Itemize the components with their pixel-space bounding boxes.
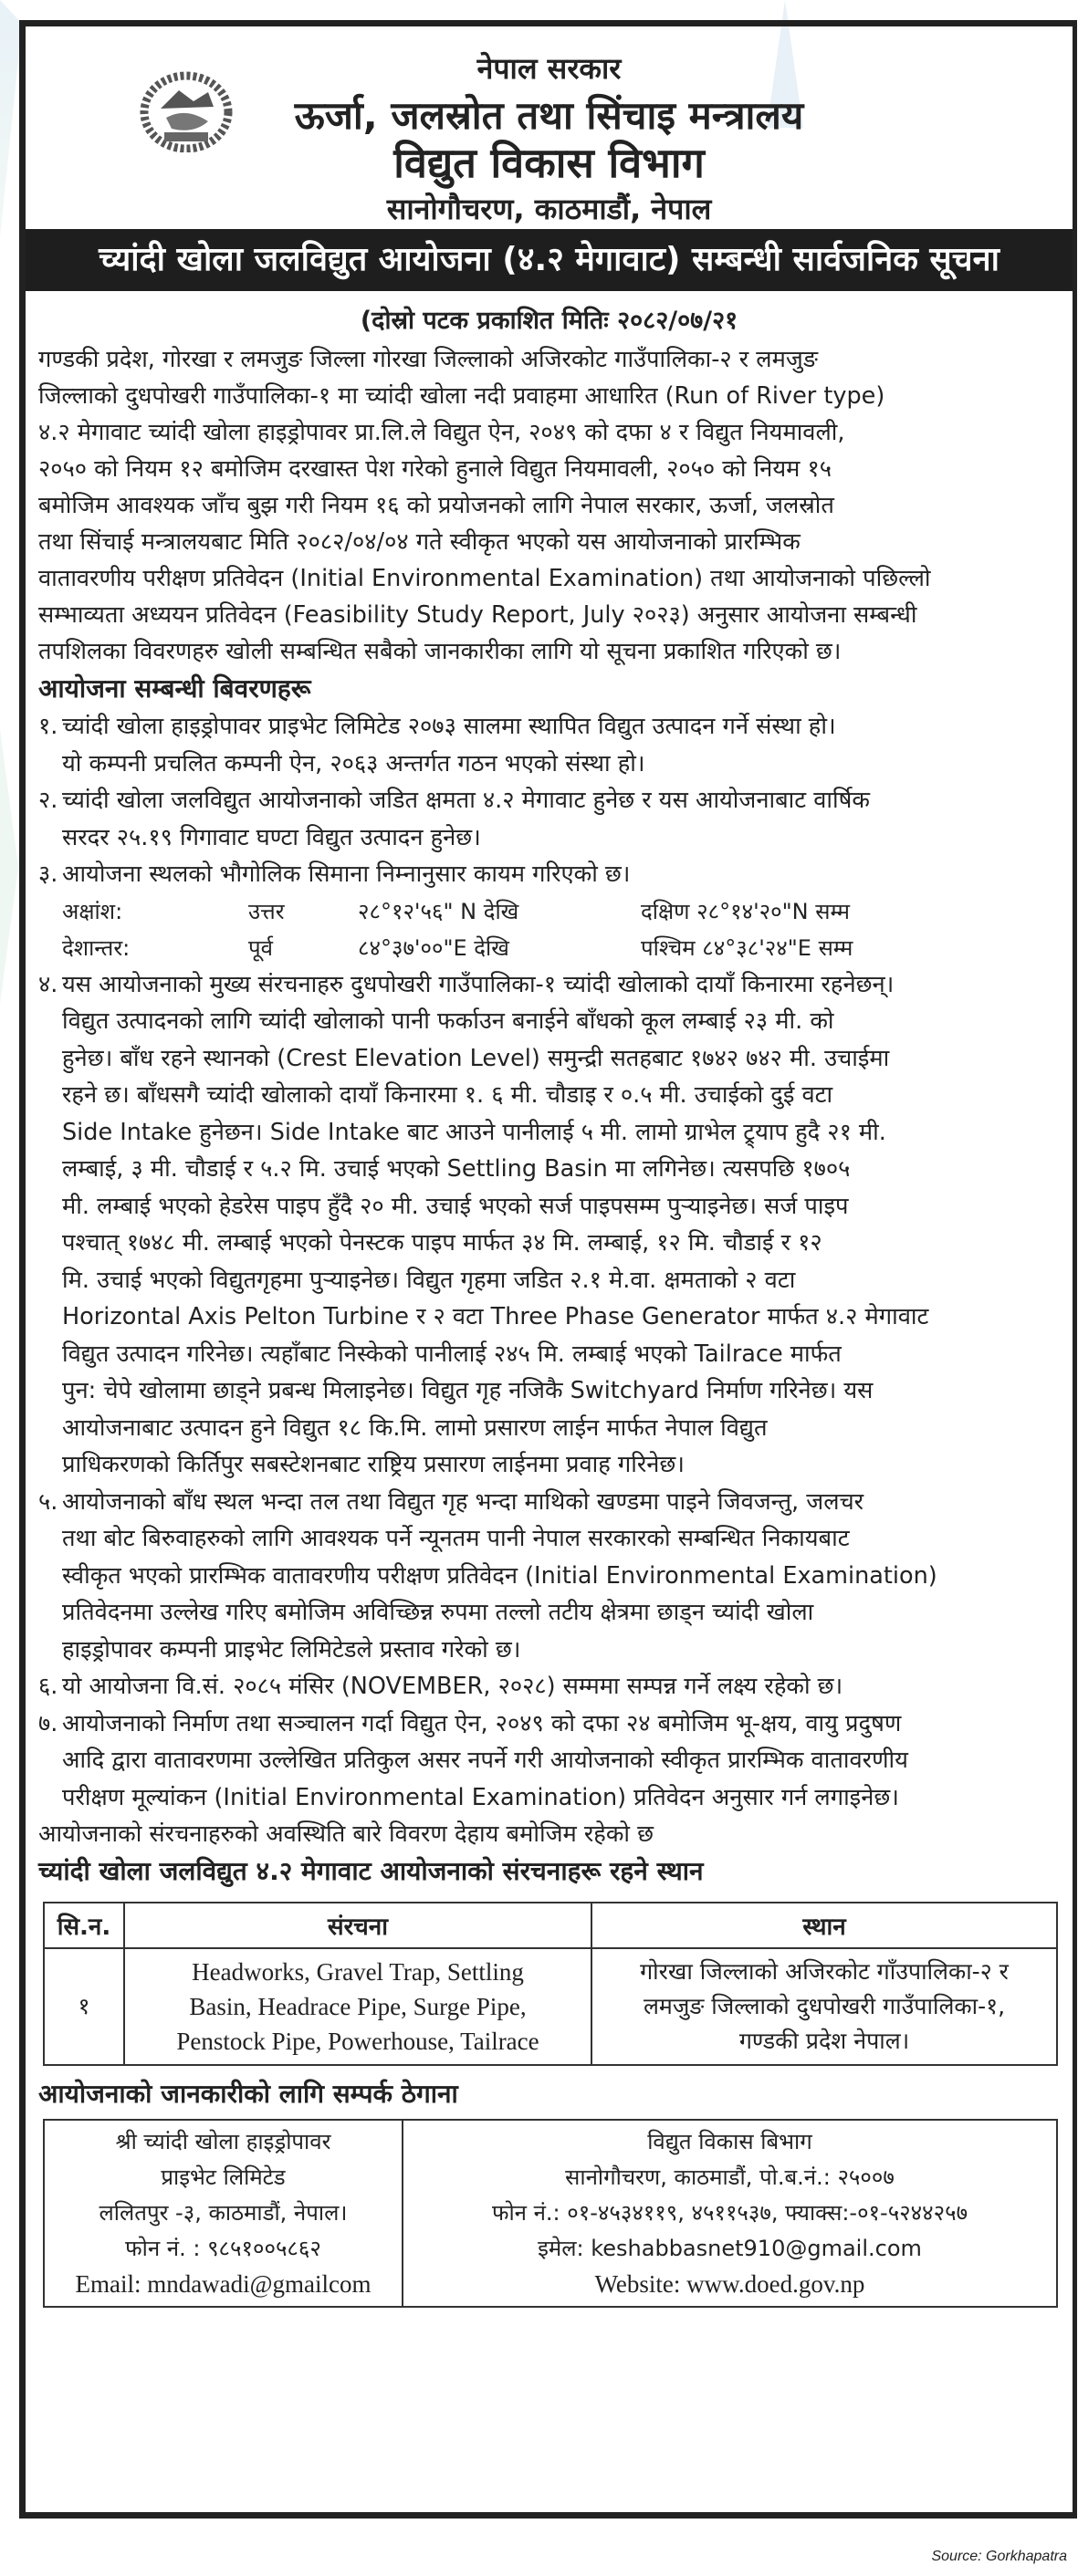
notice-header <box>26 26 1073 229</box>
longitude-from: ८४°३७'००"E देखि <box>358 934 509 961</box>
cell-structure: Headworks, Gravel Trap, Settling Basin, Headrace Pipe, Surge Pipe, Penstock Pipe, Powerhouse, Tailrace <box>124 1948 591 2065</box>
latitude-label: अक्षांश: <box>62 898 123 924</box>
ministry-name: ऊर्जा, जलस्रोत तथा सिंचाइ मन्त्रालय <box>294 93 804 138</box>
structures-table <box>43 1902 1058 2066</box>
intro-paragraph: गण्डकी प्रदेश, गोरखा र लमजुङ जिल्ला गोरखा जिल्लाको अजिरकोट गाउँपालिका-२ र लमजुङ जिल्लाको दुधपोखरी गाउँपालिका-१ मा च्यांदी खोला नदी प्रवाहमा आधारित (Run of River type) ४.२ मेगावाट च्यांदी खोला हाइड्रोपावर प्रा.लि.ले विद्युत ऐन, २०४९ को दफा ४ र विद्युत नियमावली, २०५० को नियम १२ बमोजिम दरखास्त पेश गरेको हुनाले विद्युत नियमावली, २०५० को नियम १५ बमोजिम आवश्यक जाँच बुझ गरी नियम १६ को प्रयोजनको लागि नेपाल सरकार, ऊर्जा, जलस्रोत तथा सिंचाई मन्त्रालयबाट मिति २०८२/०४/०४ गते स्वीकृत भएको यस आयोजनाको प्रारम्भिक वातावरणीय परीक्षण प्रतिवेदन (Initial Environmental Examination) तथा आयोजनाको पछिल्लो सम्भाव्यता अध्ययन प्रतिवेदन (Feasibility Study Report, July २०२३) अनुसार आयोजना सम्बन्धी तपशिलका विवरणहरु खोली सम्बन्धित सबैको जानकारीका लागि यो सूचना प्रकाशित गरिएको छ। <box>38 346 931 665</box>
government-name: नेपाल सरकार <box>476 51 622 86</box>
list-item: ५. आयोजनाको बाँध स्थल भन्दा तल तथा विद्युत गृह भन्दा माथिको खण्डमा पाइने जिवजन्तु, जलचर तथा बोट बिरुवाहरुको लागि आवश्यक पर्ने न्यूनतम पानी नेपाल सरकारको सम्बन्धित निकायबाट स्वीकृत भएको प्रारम्भिक वातावरणीय परीक्षण प्रतिवेदन (Initial Environmental Examination) प्रतिवेदनमा उल्लेख गरिए बमोजिम अविच्छिन्न रुपमा तल्लो तटीय क्षेत्रमा छाड्न च्यांदी खोला हाइड्रोपावर कम्पनी प्राइभेट लिमिटेडले प्रस्ताव गरेको छ। <box>38 1487 937 1663</box>
longitude-from-direction: पूर्व <box>248 934 273 961</box>
source-credit: Source: Gorkhapatra <box>931 2549 1067 2564</box>
contact-table <box>43 2119 1058 2308</box>
structures-heading: च्यांदी खोला जलविद्युत ४.२ मेगावाट आयोजनाको संरचनाहरू रहने स्थान <box>38 1856 704 1886</box>
department-name: विद्युत विकास विभाग <box>393 139 705 187</box>
company-email-link[interactable]: Email: mndawadi@gmailcom <box>75 2270 372 2298</box>
notice-body <box>26 291 1073 2308</box>
cell-sn: १ <box>44 1948 124 2065</box>
column-header-sn: सि.न. <box>44 1903 124 1948</box>
latitude-to: दक्षिण २८°१४'२०"N सम्म <box>641 898 850 924</box>
coordinates-grid <box>38 893 1060 966</box>
table-row <box>44 1948 1057 2065</box>
column-header-location: स्थान <box>591 1903 1057 1948</box>
watermark-shape <box>0 730 18 1004</box>
department-contact: विद्युत विकास बिभाग सानोगौचरण, काठमाडौं, पो.ब.नं.: २५००७ फोन नं.: ०१-४५३४११९, ४५११५३७, फ्याक्स:-०१-५२४४२५७ इमेल: keshabbasnet910@gmail.com Website: www.doed.gov.np <box>403 2120 1057 2307</box>
publication-date: (दोस्रो पटक प्रकाशित मितिः २०८२/०७/२१ <box>360 307 738 335</box>
company-contact: श्री च्यांदी खोला हाइड्रोपावर प्राइभेट लिमिटेड ललितपुर -३, काठमाडौं, नेपाल। फोन नं. : ९८५१००५८६२ Email: mndawadi@gmailcom <box>44 2120 403 2307</box>
column-header-structure: संरचना <box>124 1903 591 1948</box>
latitude-from-direction: उत्तर <box>248 898 285 924</box>
list-item: ३. आयोजना स्थलको भौगोलिक सिमाना निम्नानुसार कायम गरिएको छ। <box>38 860 631 888</box>
structures-intro: आयोजनाको संरचनाहरुको अवस्थिति बारे विवरण देहाय बमोजिम रहेको छ <box>38 1820 654 1848</box>
list-item: ४. यस आयोजनाको मुख्य संरचनाहरु दुधपोखरी गाउँपालिका-१ च्यांदी खोलाको दायाँ किनारमा रहनेछन्। विद्युत उत्पादनको लागि च्यांदी खोलाको पानी फर्काउन बनाईने बाँधको कूल लम्बाई २३ मी. को हुनेछ। बाँध रहने स्थानको (Crest Elevation Level) समुन्द्री सतहबाट १७४२ ७४२ मी. उचाईमा रहने छ। बाँधसगै च्यांदी खोलाको दायाँ किनारमा १. ६ मी. चौडाइ र ०.५ मी. उचाईको दुई वटा Side Intake हुनेछन। Side Intake बाट आउने पानीलाई ५ मी. लामो ग्राभेल ट्र्याप हुदै २१ मी. लम्बाई, ३ मी. चौडाई र ५.२ मि. उचाई भएको Settling Basin मा लगिनेछ। त्यसपछि १७०५ मी. लम्बाई भएको हेडरेस पाइप हुँदै २० मी. उचाई भएको सर्ज पाइपसम्म पुर्‍याइनेछ। सर्ज पाइप पश्चात् १७४८ मी. लम्बाई भएको पेनस्टक पाइप मार्फत ३४ मि. लम्बाई, १२ मि. चौडाई र १२ मि. उचाई भएको विद्युतगृहमा पुर्‍याइनेछ। विद्युत गृहमा जडित २.१ मे.वा. क्षमताको २ वटा Horizontal Axis Pelton Turbine र २ वटा Three Phase Generator मार्फत ४.२ मेगावाट विद्युत उत्पादन गरिनेछ। त्यहाँबाट निस्केको पानीलाई २४५ मि. लम्बाई भएको Tailrace मार्फत पुन: चेपे खोलामा छाड्ने प्रबन्ध मिलाइनेछ। विद्युत गृह नजिकै Switchyard निर्माण गरिनेछ। यस आयोजनाबाट उत्पादन हुने विद्युत १८ कि.मि. लामो प्रसारण लाईन मार्फत नेपाल विद्युत प्राधिकरणको किर्तिपुर सबस्टेशनबाट राष्ट्रिय प्रसारण लाईनमा प्रवाह गरिनेछ। <box>38 970 929 1478</box>
list-item: १. च्यांदी खोला हाइड्रोपावर प्राइभेट लिमिटेड २०७३ सालमा स्थापित विद्युत उत्पादन गर्ने संस्था हो। यो कम्पनी प्रचलित कम्पनी ऐन, २०६३ अन्तर्गत गठन भएको संस्था हो। <box>38 713 836 777</box>
department-email-link[interactable]: इमेल: keshabbasnet910@gmail.com <box>538 2236 922 2261</box>
department-website-link[interactable]: Website: www.doed.gov.np <box>594 2270 865 2298</box>
latitude-from: २८°१२'५६" N देखि <box>358 898 519 924</box>
contact-heading: आयोजनाको जानकारीको लागि सम्पर्क ठेगाना <box>38 2079 458 2109</box>
notice-frame <box>19 20 1077 2519</box>
cell-location: गोरखा जिल्लाको अजिरकोट गाँउपालिका-२ र लमजुङ जिल्लाको दुधपोखरी गाउँपालिका-१, गण्डकी प्रदेश नेपाल। <box>591 1948 1057 2065</box>
notice-title: च्यांदी खोला जलविद्युत आयोजना (४.२ मेगावाट) सम्बन्धी सार्वजनिक सूचना <box>26 229 1073 291</box>
longitude-to: पश्चिम ८४°३८'२४"E सम्म <box>641 934 853 961</box>
longitude-label: देशान्तर: <box>62 934 131 961</box>
list-item: ७. आयोजनाको निर्माण तथा सञ्चालन गर्दा विद्युत ऐन, २०४९ को दफा २४ बमोजिम भू-क्षय, वायु प्रदुषण आदि द्वारा वातावरणमा उल्लेखित प्रतिकुल असर नपर्ने गरी आयोजनाको स्वीकृत प्रारम्भिक वातावरणीय परीक्षण मूल्यांकन (Initial Environmental Examination) प्रतिवेदन अनुसार गर्न लगाइनेछ। <box>38 1709 908 1811</box>
details-heading: आयोजना सम्बन्धी बिवरणहरू <box>38 673 311 704</box>
list-item: २. च्यांदी खोला जलविद्युत आयोजनाको जडित क्षमता ४.२ मेगावाट हुनेछ र यस आयोजनाबाट वार्षिक सरदर २५.१९ गिगावाट घण्टा विद्युत उत्पादन हुनेछ। <box>38 787 870 851</box>
department-address: सानोगौचरण, काठमाडौं, नेपाल <box>386 192 712 226</box>
list-item: ६. यो आयोजना वि.सं. २०८५ मंसिर (NOVEMBER, २०२८) सम्ममा सम्पन्न गर्ने लक्ष्य रहेको छ। <box>38 1673 843 1700</box>
